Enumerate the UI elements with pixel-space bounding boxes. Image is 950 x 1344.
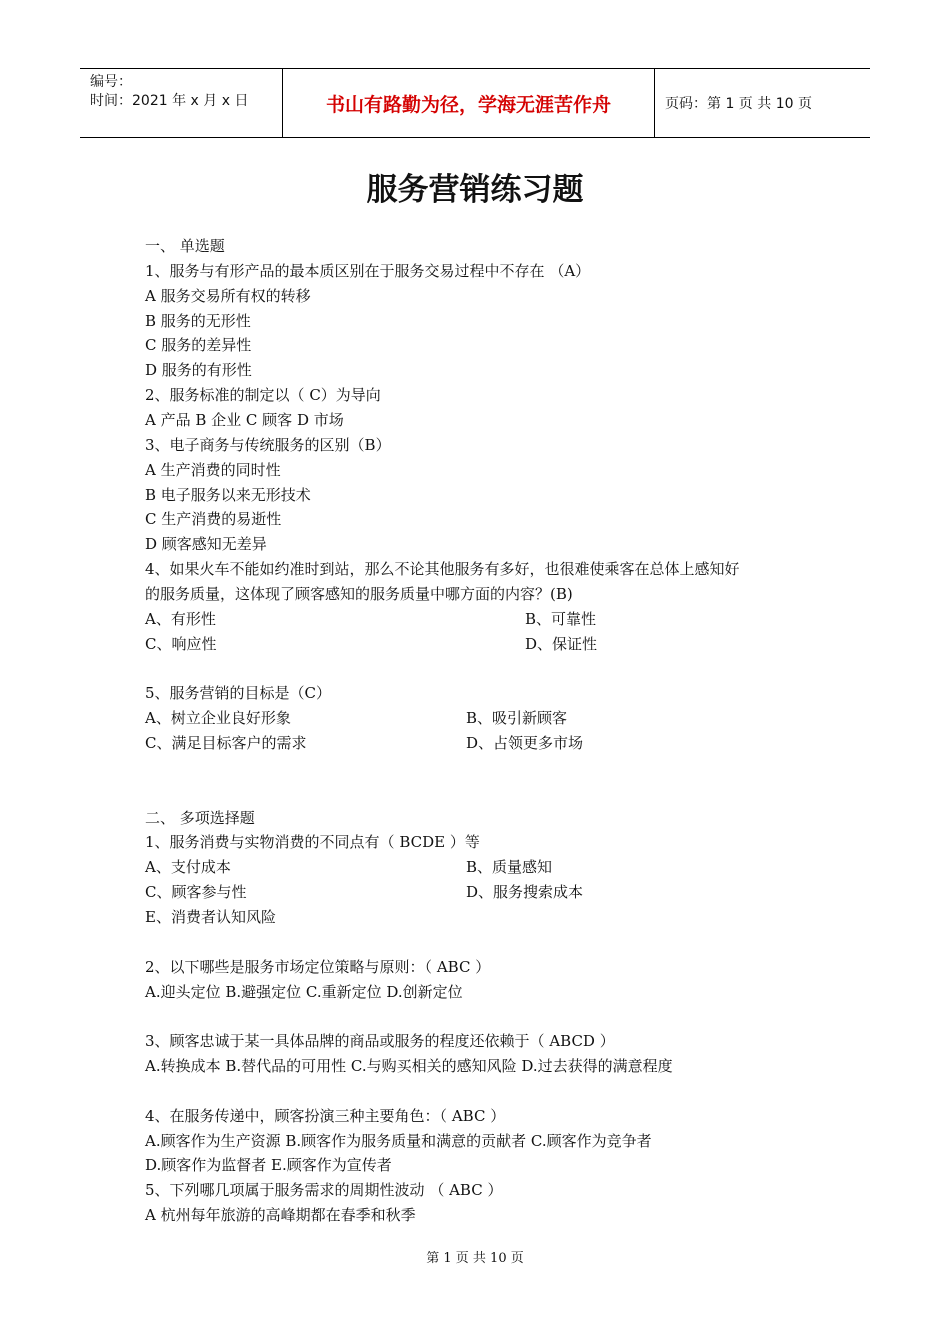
line-text: C、响应性	[145, 634, 217, 653]
line-text: 3、顾客忠诚于某一具体品牌的商品或服务的程度还依赖于（ ABCD ）	[145, 1032, 615, 1051]
line-text: A 生产消费的同时性	[145, 460, 281, 479]
text-line	[145, 286, 311, 306]
line-text: B 电子服务以来无形技术	[145, 485, 311, 504]
text-line	[145, 1056, 673, 1076]
line-text: 的服务质量，这体现了顾客感知的服务质量中哪方面的内容？(B)	[145, 584, 573, 603]
line-text: 5、下列哪几项属于服务需求的周期性波动 （ ABC ）	[145, 1181, 503, 1200]
line-text: A.转换成本 B.替代品的可用性 C.与购买相关的感知风险 D.过去获得的满意程度	[145, 1057, 673, 1076]
text-line	[145, 236, 225, 256]
text-line	[145, 559, 740, 579]
line-text: 3、电子商务与传统服务的区别（B）	[145, 435, 391, 454]
line-text: A、树立企业良好形象	[145, 709, 291, 728]
text-line	[145, 534, 267, 554]
time-label: 时间：2021 年 x 月 x 日	[90, 93, 249, 109]
text-line	[145, 733, 584, 753]
line-text: 2、服务标准的制定以（ C）为导向	[145, 386, 381, 405]
text-line	[145, 335, 251, 355]
line-text: 二、 多项选择题	[145, 808, 255, 827]
option-right-column: D、服务搜索成本	[466, 883, 584, 902]
line-text: A 服务交易所有权的转移	[145, 286, 311, 305]
line-text: 1、服务消费与实物消费的不同点有（ BCDE ）等	[145, 833, 480, 852]
line-text: 2、以下哪些是服务市场定位策略与原则：（ ABC ）	[145, 957, 491, 976]
option-right-column: B、质量感知	[466, 858, 553, 877]
line-text: B 服务的无形性	[145, 311, 251, 330]
text-line	[145, 485, 311, 505]
text-line	[145, 584, 573, 604]
text-line	[145, 1180, 502, 1200]
line-text: A、有形性	[145, 609, 216, 628]
line-text: A、支付成本	[145, 858, 231, 877]
text-line	[145, 708, 568, 728]
line-text: E、消费者认知风险	[145, 907, 276, 926]
line-text: C 服务的差异性	[145, 336, 252, 355]
line-text: A.顾客作为生产资源 B.顾客作为服务质量和满意的贡献者 C.顾客作为竞争者	[145, 1131, 652, 1150]
option-right-column: D、保证性	[525, 634, 598, 653]
text-line	[145, 460, 281, 480]
text-line	[145, 360, 252, 380]
text-line	[145, 808, 255, 828]
text-line	[145, 410, 344, 430]
header-meta	[80, 69, 282, 137]
text-line	[145, 1106, 505, 1126]
line-text: 4、在服务传递中，顾客扮演三种主要角色：（ ABC ）	[145, 1106, 506, 1125]
line-text: C、满足目标客户的需求	[145, 734, 307, 752]
option-right-column: B、可靠性	[525, 609, 597, 628]
line-text: D 服务的有形性	[145, 361, 252, 380]
text-line	[145, 857, 553, 877]
text-line	[145, 1155, 392, 1175]
line-text: A.迎头定位 B.避强定位 C.重新定位 D.创新定位	[145, 982, 463, 1001]
text-line	[145, 311, 251, 331]
line-text: A 产品 B 企业 C 顾客 D 市场	[145, 410, 344, 429]
text-line	[145, 907, 276, 927]
option-right-column: D、占领更多市场	[466, 734, 584, 752]
text-line	[145, 882, 584, 902]
text-line	[145, 1205, 416, 1225]
header-page-info: 页码：第 1 页 共 10 页	[665, 96, 812, 112]
text-line	[145, 957, 490, 977]
line-text: D.顾客作为监督者 E.顾客作为宣传者	[145, 1156, 392, 1175]
number-label: 编号：	[90, 74, 132, 90]
text-line	[145, 982, 463, 1002]
text-line	[145, 832, 480, 852]
line-text: 一、 单选题	[145, 237, 225, 255]
text-line	[145, 1031, 615, 1051]
page-title: 服务营销练习题	[366, 172, 584, 208]
line-text: C、顾客参与性	[145, 883, 247, 902]
line-text: 1、服务与有形产品的最本质区别在于服务交易过程中不存在 （A）	[145, 261, 591, 280]
option-right-column: B、吸引新顾客	[466, 709, 568, 728]
line-text: D 顾客感知无差异	[145, 535, 267, 554]
line-text: 5、服务营销的目标是（C）	[145, 684, 332, 703]
page-footer: 第 1 页 共 10 页	[426, 1251, 524, 1266]
header-table	[80, 68, 870, 138]
line-text: C 生产消费的易逝性	[145, 510, 282, 529]
text-line	[145, 261, 590, 281]
text-line	[145, 509, 281, 529]
text-line	[145, 609, 597, 629]
line-text: A 杭州每年旅游的高峰期都在春季和秋季	[145, 1206, 416, 1225]
text-line	[145, 435, 391, 455]
text-line	[145, 683, 331, 703]
header-motto: 书山有路勤为径，学海无涯苦作舟	[282, 69, 655, 137]
text-line	[145, 1131, 652, 1151]
text-line	[145, 634, 598, 654]
line-text: 4、如果火车不能如约准时到站，那么不论其他服务有多好，也很难使乘客在总体上感知好	[145, 560, 740, 579]
text-line	[145, 385, 381, 405]
